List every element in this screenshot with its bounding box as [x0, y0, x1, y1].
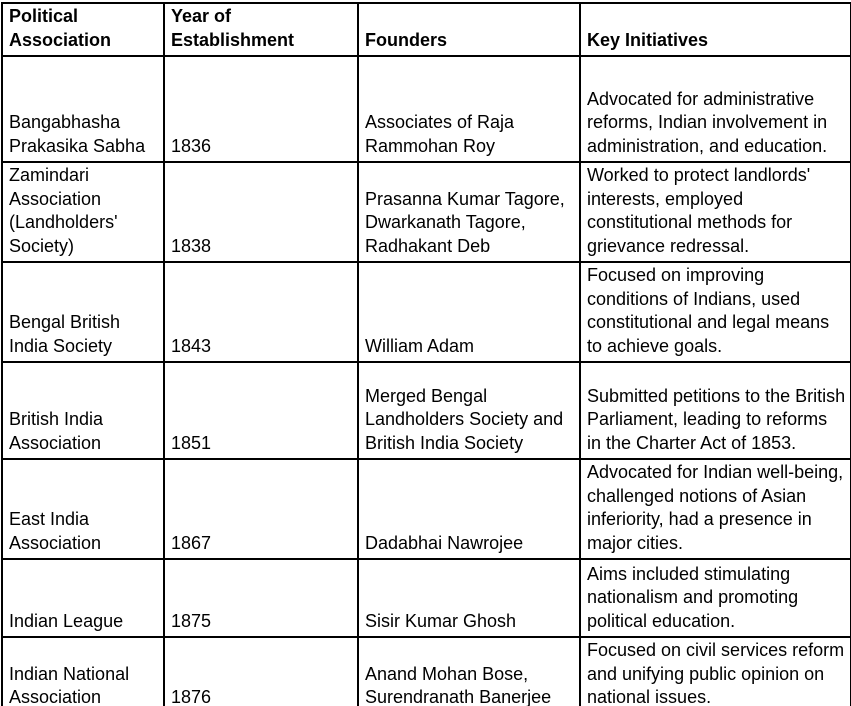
table-row [2, 262, 851, 362]
cell-year: 1867 [164, 459, 358, 559]
cell-year: 1876 [164, 637, 358, 706]
header-row [2, 3, 851, 56]
cell-initiatives: Focused on civil services reform and unifying public opinion on national issues. [580, 637, 851, 706]
cell-association: Indian National Association [2, 637, 164, 706]
table-row [2, 559, 851, 637]
cell-association: Zamindari Association (Landholders' Society) [2, 162, 164, 262]
cell-initiatives: Advocated for Indian well-being, challenged notions of Asian inferiority, had a presence in major cities. [580, 459, 851, 559]
table-row [2, 162, 851, 262]
cell-initiatives: Submitted petitions to the British Parliament, leading to reforms in the Charter Act of 1853. [580, 362, 851, 459]
header-founders: Founders [358, 3, 580, 56]
header-key-initiatives: Key Initiatives [580, 3, 851, 56]
table-row [2, 637, 851, 706]
cell-founders: Anand Mohan Bose, Surendranath Banerjee [358, 637, 580, 706]
cell-initiatives: Aims included stimulating nationalism and promoting political education. [580, 559, 851, 637]
cell-founders: Prasanna Kumar Tagore, Dwarkanath Tagore, Radhakant Deb [358, 162, 580, 262]
cell-initiatives: Focused on improving conditions of Indians, used constitutional and legal means to achieve goals. [580, 262, 851, 362]
cell-year: 1875 [164, 559, 358, 637]
table-row [2, 459, 851, 559]
cell-association: British India Association [2, 362, 164, 459]
cell-founders: Dadabhai Nawrojee [358, 459, 580, 559]
cell-association: Indian League [2, 559, 164, 637]
cell-founders: Associates of Raja Rammohan Roy [358, 56, 580, 162]
cell-initiatives: Worked to protect landlords' interests, employed constitutional methods for grievance redressal. [580, 162, 851, 262]
table-row [2, 56, 851, 162]
cell-founders: William Adam [358, 262, 580, 362]
table-body [2, 56, 851, 706]
political-associations-table [1, 2, 851, 706]
cell-founders: Merged Bengal Landholders Society and British India Society [358, 362, 580, 459]
cell-association: East India Association [2, 459, 164, 559]
cell-initiatives: Advocated for administrative reforms, Indian involvement in administration, and education. [580, 56, 851, 162]
table-row [2, 362, 851, 459]
header-year-of-establishment: Year of Establishment [164, 3, 358, 56]
cell-association: Bangabhasha Prakasika Sabha [2, 56, 164, 162]
cell-year: 1851 [164, 362, 358, 459]
cell-association: Bengal British India Society [2, 262, 164, 362]
cell-year: 1838 [164, 162, 358, 262]
cell-year: 1836 [164, 56, 358, 162]
header-political-association: Political Association [2, 3, 164, 56]
cell-founders: Sisir Kumar Ghosh [358, 559, 580, 637]
cell-year: 1843 [164, 262, 358, 362]
table-header [2, 3, 851, 56]
